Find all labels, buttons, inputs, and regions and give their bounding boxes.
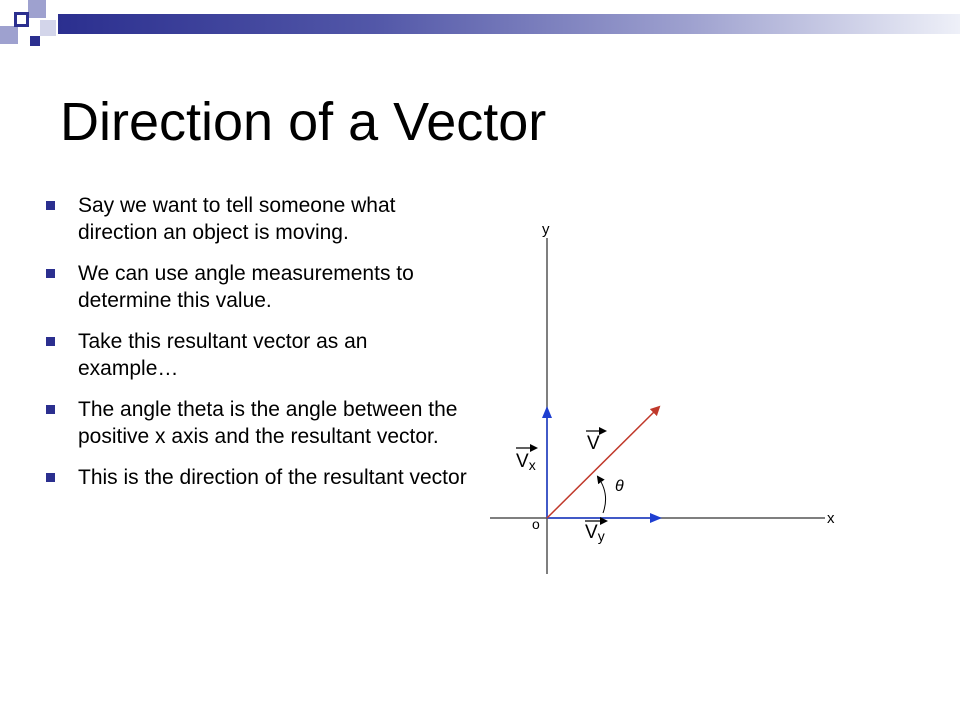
bullet-text: Say we want to tell someone what direction an object is moving. (78, 194, 396, 244)
angle-arc (598, 477, 606, 513)
bullet-item (44, 464, 468, 491)
gradient-bar (58, 14, 960, 34)
x-component-label-sub: x (528, 457, 536, 473)
resultant-vector-arrow (547, 407, 659, 518)
angle-theta-label: θ (615, 478, 624, 495)
y-component-label-main: V (585, 522, 598, 543)
resultant-vector-label: V (587, 433, 600, 454)
bullet-text: This is the direction of the resultant vector (78, 466, 467, 489)
square-bullet-icon (46, 337, 55, 346)
square-bullet-icon (46, 405, 55, 414)
decorative-square-icon (40, 20, 56, 36)
vector-diagram-svg (470, 180, 890, 600)
square-bullet-icon (46, 201, 55, 210)
bullet-list (44, 192, 468, 505)
y-axis-label: y (542, 221, 550, 238)
origin-label: o (532, 516, 540, 532)
slide-title: Direction of a Vector (60, 92, 547, 152)
x-component-label (516, 451, 536, 473)
bullet-text: Take this resultant vector as an example… (78, 330, 368, 380)
x-axis-label: x (827, 510, 835, 527)
y-component-label-sub: y (597, 528, 605, 544)
bullet-item (44, 396, 468, 450)
bullet-item (44, 260, 468, 314)
decorative-square-icon (28, 0, 46, 18)
decorative-square-icon (0, 26, 18, 44)
decorative-square-icon (30, 36, 40, 46)
bullet-item (44, 192, 468, 246)
decorative-square-icon (14, 12, 29, 27)
bullet-item (44, 328, 468, 382)
vector-diagram (470, 180, 890, 600)
square-bullet-icon (46, 269, 55, 278)
y-component-label (585, 522, 605, 544)
header-decoration (0, 0, 960, 56)
x-component-label-main: V (516, 451, 529, 472)
square-bullet-icon (46, 473, 55, 482)
bullet-text: We can use angle measurements to determine this value. (78, 262, 414, 312)
bullet-text: The angle theta is the angle between the positive x axis and the resultant vector. (78, 398, 458, 448)
